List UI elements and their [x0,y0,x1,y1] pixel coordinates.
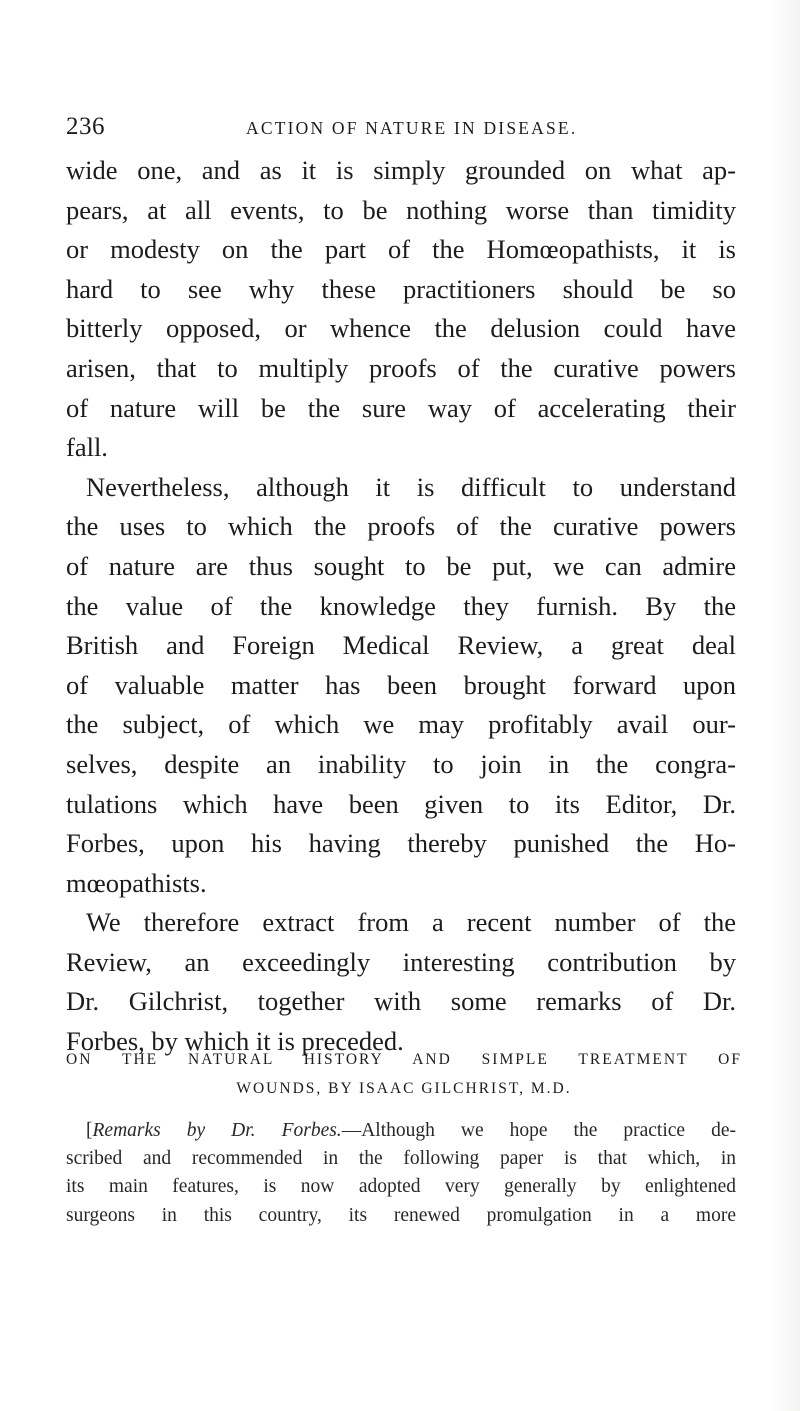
text-line: bitterly opposed, or whence the delusion could have [66,313,736,344]
section-title-line: WOUNDS, BY ISAAC GILCHRIST, M.D. [236,1080,572,1097]
remarks-text [66,1117,736,1230]
text-line: of nature will be the sure way of accelerating their [66,392,736,423]
remarks-line [66,1117,736,1145]
text-line: of nature are thus sought to be put, we can admire [66,550,736,581]
text-line: We therefore extract from a recent number of the [86,907,736,938]
text-line: mœopathists. [66,867,207,898]
text-line: tulations which have been given to its Editor, Dr. [66,788,736,819]
text-line: wide one, and as it is simply grounded on what ap- [66,155,736,185]
main-text [66,151,736,1062]
text-line: the uses to which the proofs of the curative powers [66,511,736,542]
remarks-line: its main features, is now adopted very generally by enlightened [66,1176,736,1198]
text-line: Nevertheless, although it is difficult to understand [86,471,736,502]
text-line: Forbes, upon his having thereby punished the Ho- [66,828,736,859]
remarks-attribution: Remarks by Dr. Forbes. [92,1120,342,1141]
text-line: pears, at all events, to be nothing worse than timidity [66,194,736,225]
text-line: selves, despite an inability to join in the congra- [66,748,736,779]
text-line: British and Foreign Medical Review, a great deal [66,630,736,661]
remarks-line: scribed and recommended in the following paper is that which, in [66,1148,736,1170]
remarks-line-rest: —Although we hope the practice de- [341,1120,736,1141]
opening-bracket: [ [86,1120,93,1141]
page-number: 236 [66,113,105,140]
text-line: or modesty on the part of the Homœopathists, it is [66,234,736,265]
text-line: Forbes, by which it is preceded. [66,1026,404,1057]
text-line: hard to see why these practitioners should be so [66,273,736,304]
remarks-line: surgeons in this country, its renewed promulgation in a more [66,1204,736,1226]
section-title-line: ON THE NATURAL HISTORY AND SIMPLE TREATMENT OF [66,1051,742,1068]
running-head: ACTION OF NATURE IN DISEASE. [246,118,578,138]
text-line: arisen, that to multiply proofs of the curative powers [66,352,736,383]
text-line: of valuable matter has been brought forward upon [66,669,736,700]
text-line: the value of the knowledge they furnish. By the [66,590,736,621]
text-line: Dr. Gilchrist, together with some remarks of Dr. [66,986,736,1017]
page-header [0,112,800,142]
text-line: the subject, of which we may profitably avail our- [66,709,736,740]
text-line: fall. [66,432,108,463]
text-line: Review, an exceedingly interesting contribution by [66,946,736,977]
section-title [66,1045,742,1103]
